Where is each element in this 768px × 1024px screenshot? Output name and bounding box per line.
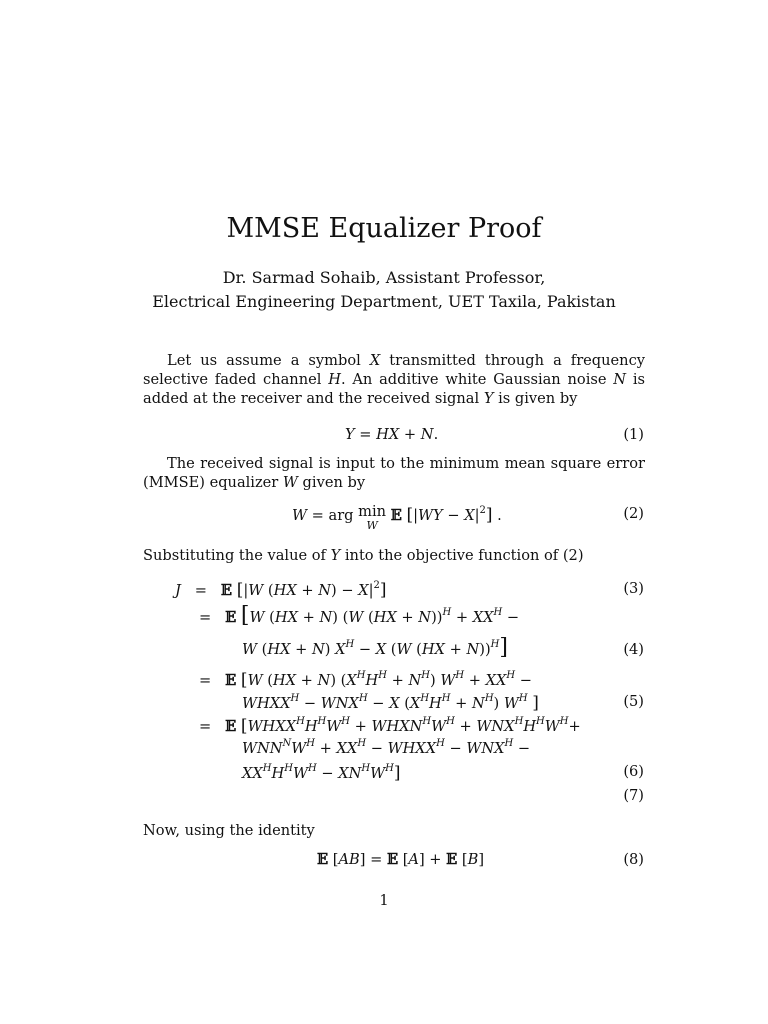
paragraph-substituting: Substituting the value of Y into the objective function of (2) xyxy=(143,547,584,564)
affiliation-line: Electrical Engineering Department, UET Taxila, Pakistan xyxy=(152,292,616,311)
equation-6-line-3: $XX^HH^HW^H - XN^HW^H$] xyxy=(242,763,401,783)
equation-1: Y = HX + N. xyxy=(345,426,439,443)
equation-number: (7) xyxy=(623,787,644,804)
equation-5-line-1: = 𝔼 [W (HX + N) $(X^HH^H + N^H) W^H + XX^H$ − xyxy=(199,670,532,690)
equation-5-line-2: $WHXX^H - WNX^H - X$ $(X^HH^H + N^H)$ $W^H$ ] xyxy=(242,693,539,713)
equation-4-line-2: W (HX + N) $X^H - X$ (W (HX + N))$^H$] xyxy=(242,635,508,660)
paragraph-intro: Let us assume a symbol X transmitted through a frequency selective faded channel H. An additive white Gaussian noise N is added at the receiver and the received signal Y is given by xyxy=(143,352,646,407)
equation-6-line-1: = 𝔼 [$WHXX^HH^HW^H$ + $WHXN^HW^H + WNX^HH^HW^H+$ xyxy=(199,716,581,736)
equation-number: (3) xyxy=(623,580,644,597)
equation-number: (4) xyxy=(623,641,644,658)
equation-number: (1) xyxy=(623,426,644,443)
page-number: 1 xyxy=(379,892,389,909)
equation-number: (2) xyxy=(623,505,644,522)
equation-number: (6) xyxy=(623,763,644,780)
equation-8: 𝔼 [AB] = 𝔼 [A] + 𝔼 [B] xyxy=(317,851,485,868)
equation-2: W = arg min W 𝔼 $[|WY - X|^2]$ . xyxy=(292,503,502,532)
equation-4-line-1: = 𝔼 [W (HX + N) (W $(HX + N))^H + XX^H$ − xyxy=(199,603,520,628)
paragraph-identity: Now, using the identity xyxy=(143,822,315,839)
equation-number: (8) xyxy=(623,851,644,868)
paper-title: MMSE Equalizer Proof xyxy=(226,213,542,244)
equation-3: J = 𝔼 [|W $(HX + N) - X|^2$] xyxy=(175,580,387,600)
equation-6-line-2: $WNN^NW^H + XX^H$ − $WHXX^H - WNX^H$ − xyxy=(242,738,531,757)
equation-number: (5) xyxy=(623,693,644,710)
paragraph-equalizer: The received signal is input to the minimum mean square error (MMSE) equalizer W given by xyxy=(143,455,645,491)
author-line: Dr. Sarmad Sohaib, Assistant Professor, xyxy=(222,268,546,287)
